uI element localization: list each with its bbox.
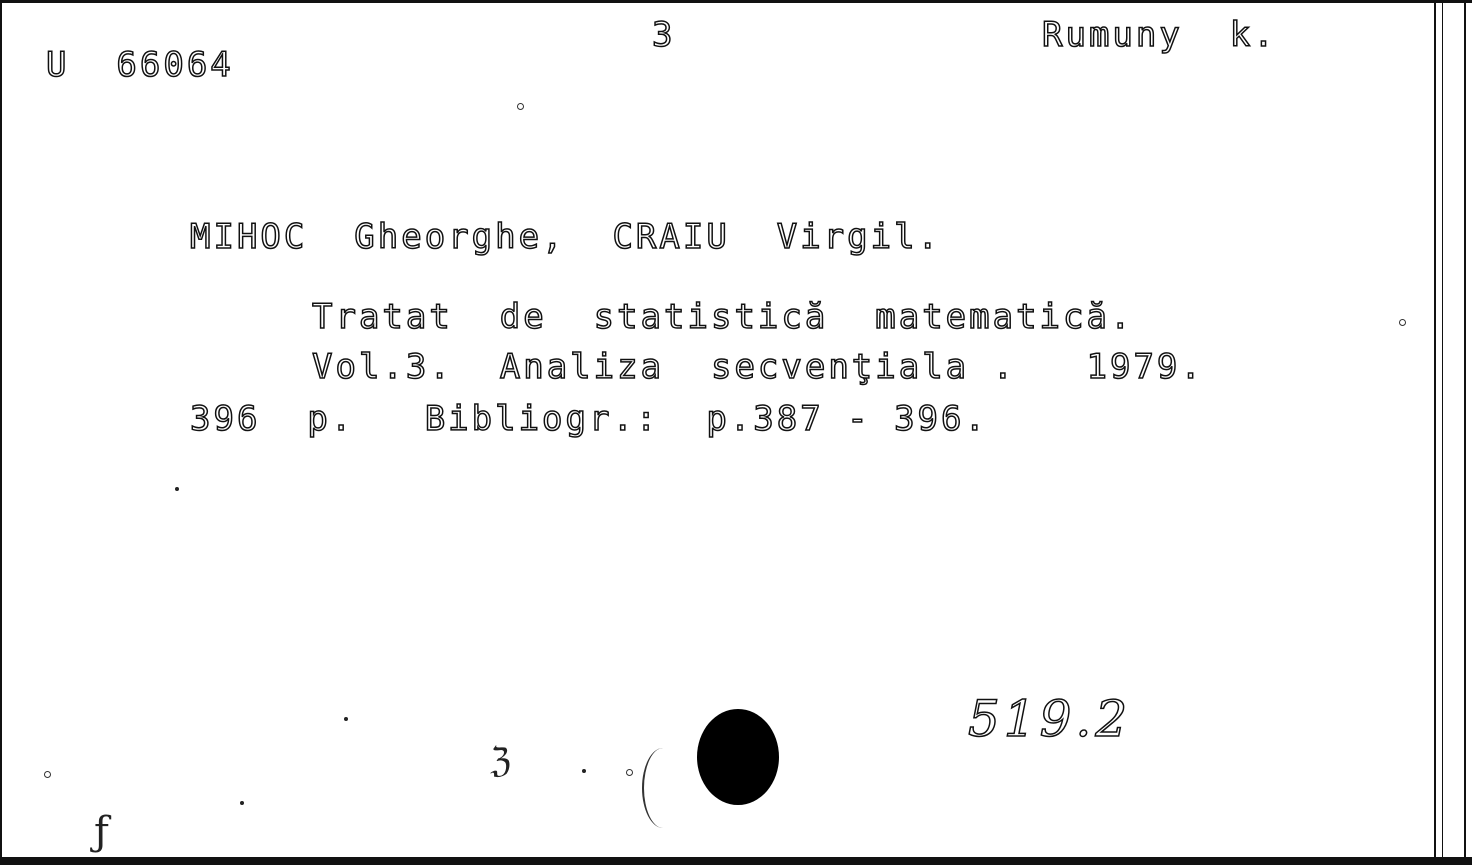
- volume-line: Vol.3. Analiza secvenţiala . 1979.: [312, 347, 1204, 387]
- title-line: Tratat de statistică matematică.: [312, 297, 1134, 337]
- authors-line: MIHOC Gheorghe, CRAIU Virgil.: [190, 217, 942, 257]
- speck: [626, 769, 633, 776]
- speck: [44, 771, 51, 778]
- speck: [582, 769, 586, 773]
- card-edge-line: [1442, 3, 1443, 860]
- handwritten-mark: ƒ: [94, 809, 109, 855]
- punch-hole: [697, 709, 779, 805]
- pages-line: 396 p. Bibliogr.: p.387 - 396.: [190, 399, 988, 439]
- classification-number: 519.2: [968, 690, 1132, 748]
- volume-number: 3: [652, 15, 676, 55]
- handwritten-mark: ℨ: [490, 741, 511, 781]
- card-edge-line: [1464, 3, 1466, 860]
- language-code: Rumuny k.: [1042, 15, 1277, 55]
- card-edge-line: [1434, 3, 1436, 860]
- ink-arc-mark: [642, 748, 684, 828]
- speck: [175, 487, 179, 491]
- call-number: U 66064: [46, 45, 234, 85]
- speck: [517, 103, 524, 110]
- speck: [1399, 319, 1406, 326]
- speck: [240, 801, 244, 805]
- speck: [344, 717, 348, 721]
